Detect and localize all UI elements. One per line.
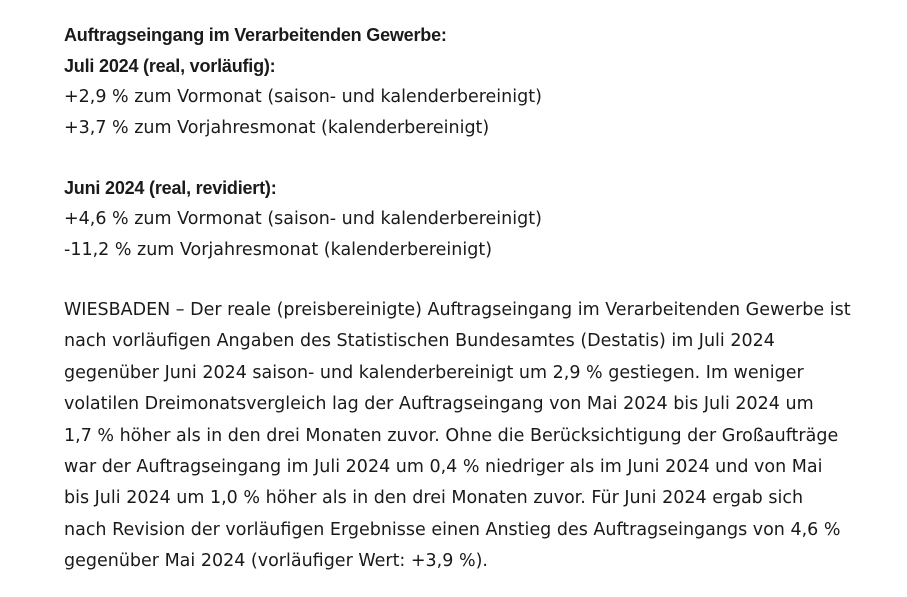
paragraph-line: gegenüber Juni 2024 saison- und kalenderbereinigt um 2,9 % gestiegen. Im weniger bbox=[64, 362, 804, 383]
paragraph-line: nach Revision der vorläufigen Ergebnisse einen Anstieg des Auftragseingangs von 4,6 % bbox=[64, 519, 841, 540]
july-change-year: +3,7 % zum Vorjahresmonat (kalenderbereinigt) bbox=[64, 118, 490, 138]
paragraph-line: war der Auftragseingang im Juli 2024 um 0,4 % niedriger als im Juni 2024 und von Mai bbox=[64, 457, 823, 478]
paragraph-line: volatilen Dreimonatsvergleich lag der Auftragseingang von Mai 2024 bis Juli 2024 um bbox=[64, 394, 814, 415]
paragraph-line: WIESBADEN – Der reale (preisbereinigte) Auftragseingang im Verarbeitenden Gewerbe ist bbox=[64, 300, 851, 320]
press-release-content bbox=[64, 20, 894, 578]
july-change-month: +2,9 % zum Vormonat (saison- und kalenderbereinigt) bbox=[64, 87, 542, 107]
july-subtitle: Juli 2024 (real, vorläufig): bbox=[64, 56, 276, 76]
paragraph-line: nach vorläufigen Angaben des Statistischen Bundesamtes (Destatis) im Juli 2024 bbox=[64, 331, 775, 352]
section-spacer bbox=[64, 144, 894, 173]
june-change-year: -11,2 % zum Vorjahresmonat (kalenderbereinigt) bbox=[64, 240, 493, 260]
june-change-month: +4,6 % zum Vormonat (saison- und kalenderbereinigt) bbox=[64, 209, 542, 229]
section-spacer bbox=[64, 266, 894, 295]
paragraph-line: gegenüber Mai 2024 (vorläufiger Wert: +3,9 %). bbox=[64, 551, 488, 572]
body-paragraph bbox=[64, 295, 894, 578]
headline-title: Auftragseingang im Verarbeitenden Gewerbe: bbox=[64, 25, 447, 45]
paragraph-line: bis Juli 2024 um 1,0 % höher als in den drei Monaten zuvor. Für Juni 2024 ergab sich bbox=[64, 488, 804, 509]
paragraph-line: 1,7 % höher als in den drei Monaten zuvor. Ohne die Berücksichtigung der Großaufträge bbox=[64, 425, 839, 446]
june-subtitle: Juni 2024 (real, revidiert): bbox=[64, 178, 277, 198]
